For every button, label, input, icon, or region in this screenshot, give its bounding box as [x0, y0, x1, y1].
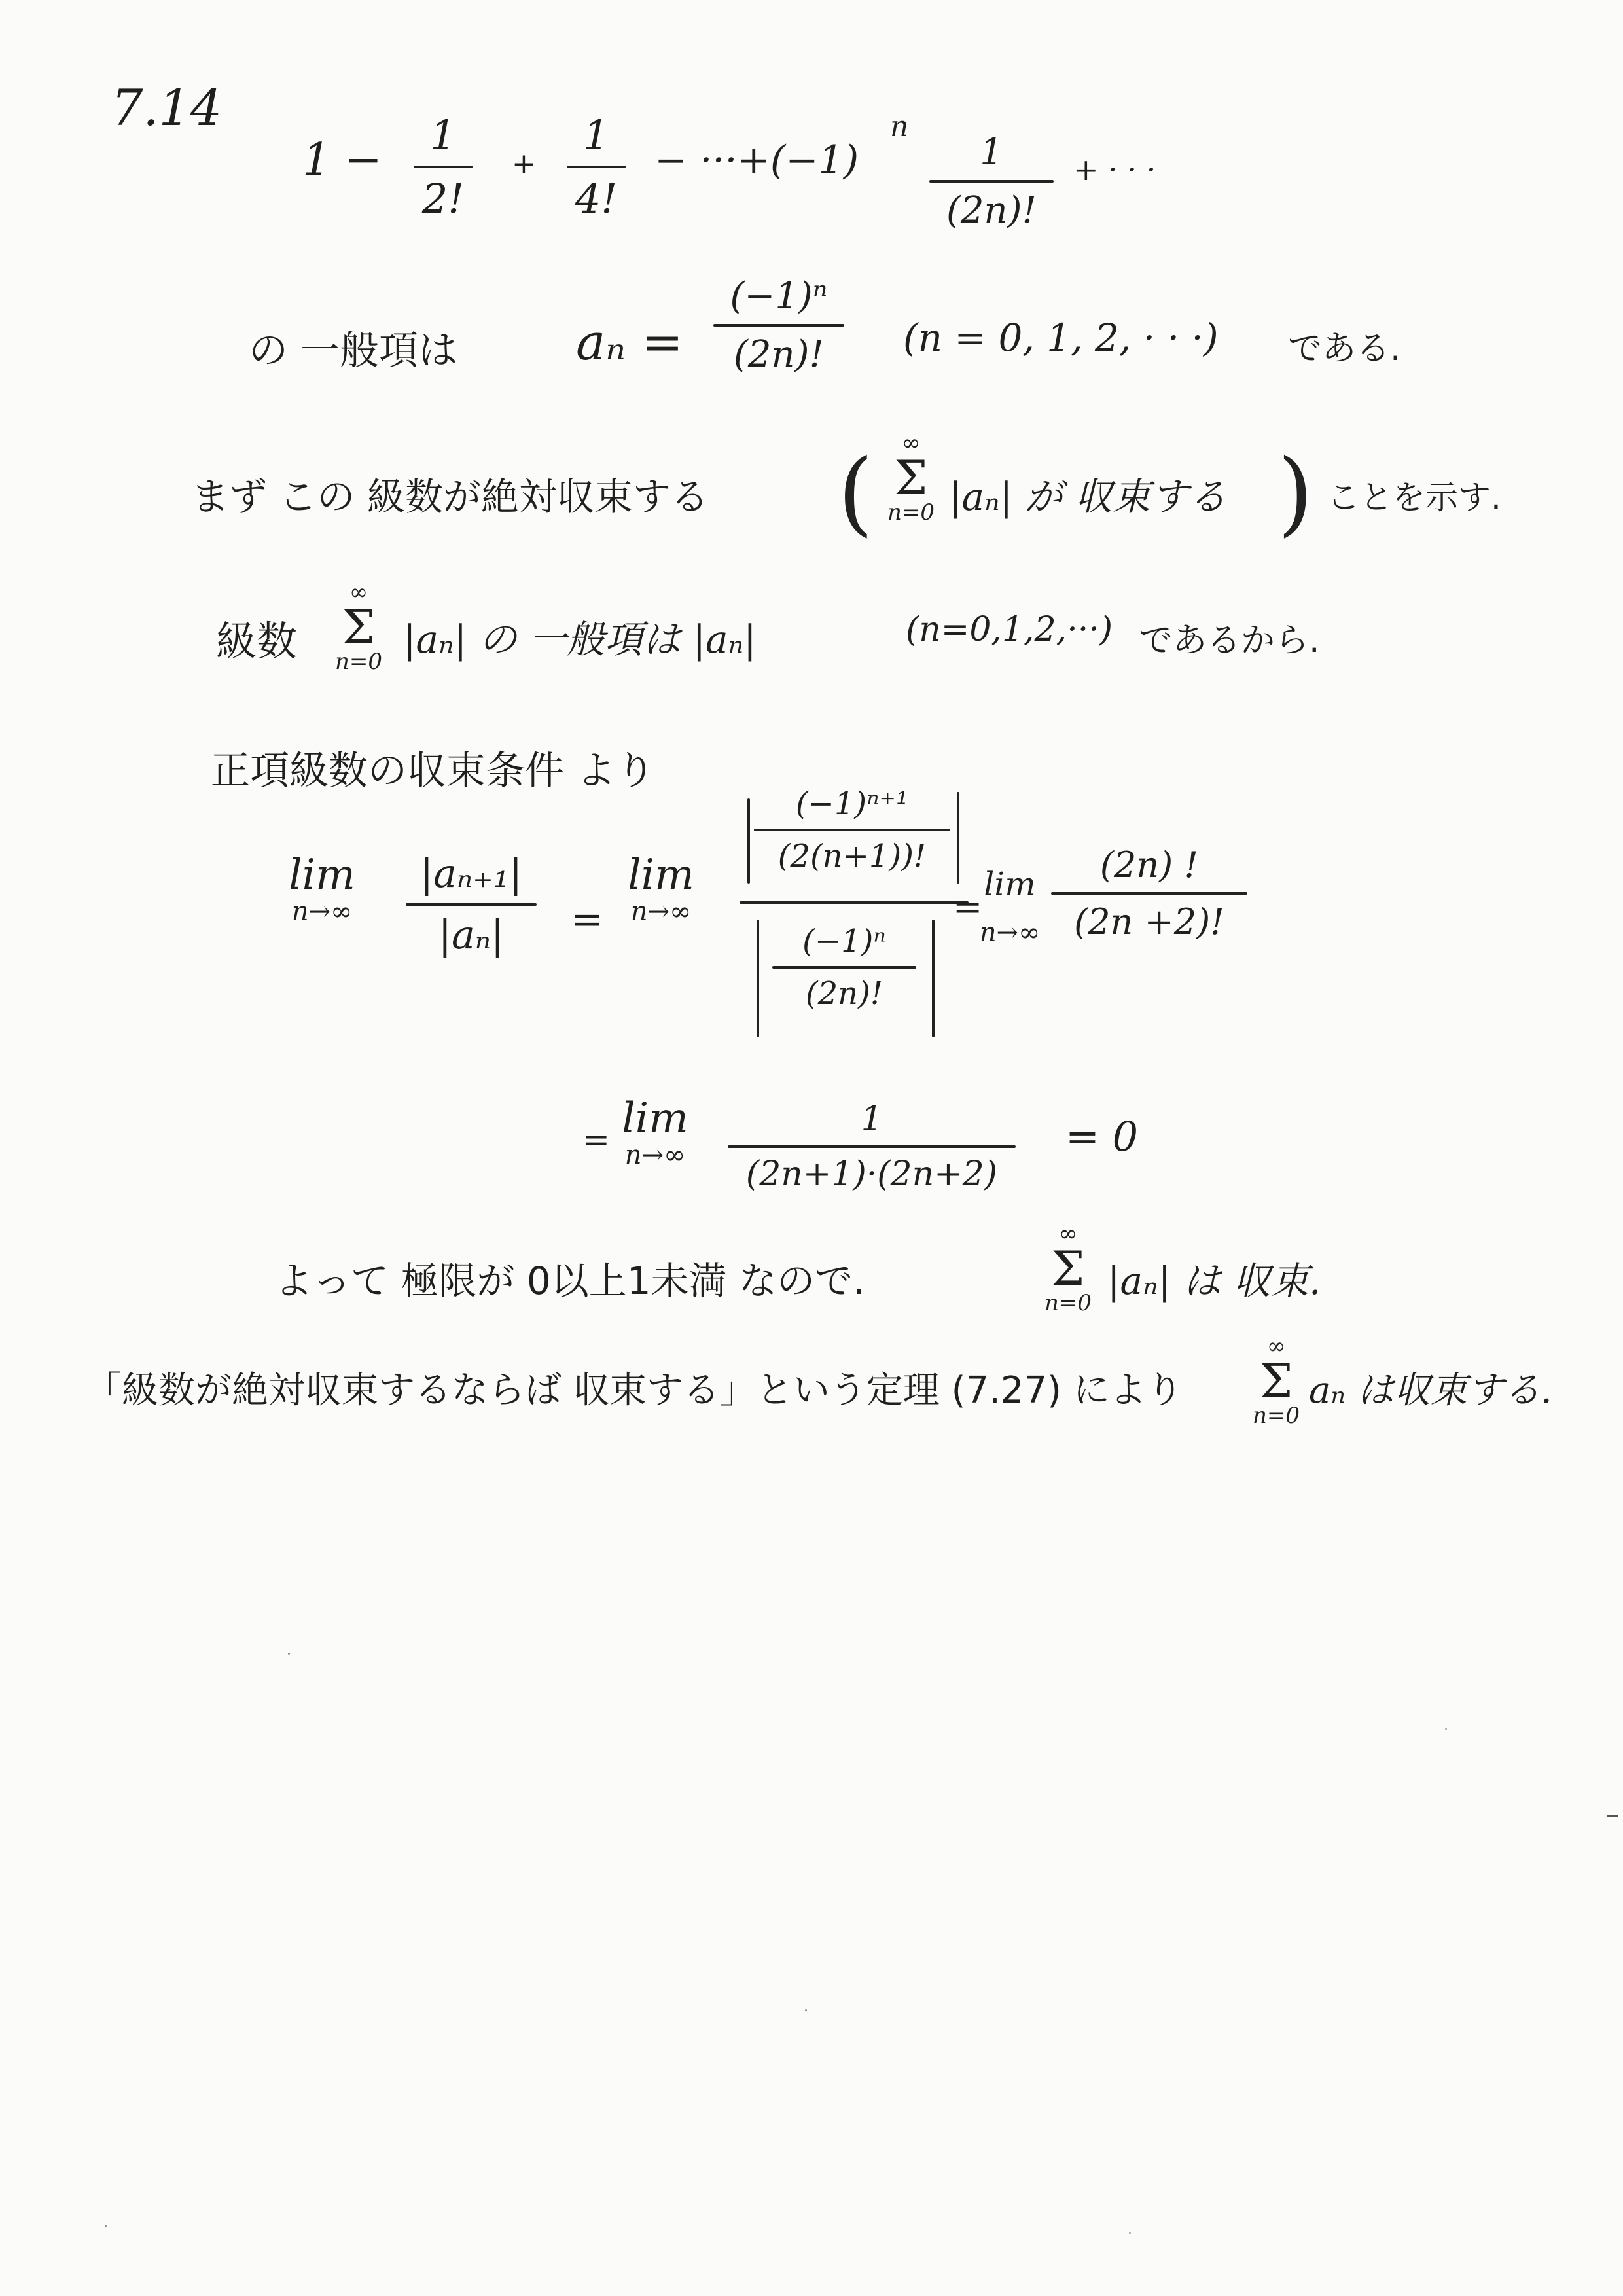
series-term-2	[414, 111, 473, 223]
ratio-rhs	[1051, 844, 1247, 942]
general-term-prefix: の 一般項は	[249, 328, 458, 374]
series-term-n	[929, 131, 1054, 232]
limit-2	[615, 851, 707, 927]
ratio-rhs-den: (2n +2)!	[1074, 901, 1224, 942]
series-term-n-num: 1	[980, 131, 1003, 173]
absolute-claim-term: |aₙ| が 収束する	[949, 475, 1227, 519]
sigma: Σ	[1259, 1354, 1293, 1408]
sigma: Σ	[894, 450, 928, 505]
ratio-rhs-num: (2n) !	[1099, 844, 1199, 886]
ratio-eq-2: =	[953, 886, 983, 927]
problem-number: 7.14	[111, 79, 223, 137]
abs-series-range: (n=0,1,2,···)	[906, 610, 1113, 649]
ratio-lhs-den: |aₙ|	[438, 912, 505, 958]
fraction-bar	[754, 829, 950, 831]
sum-symbol	[1042, 1223, 1094, 1314]
abs-bar	[757, 920, 759, 1037]
scan-speck	[805, 2009, 807, 2011]
ratio-eq-1: =	[571, 897, 604, 942]
lim-word: lim	[984, 865, 1036, 903]
abs-series-prefix: 級数	[216, 617, 298, 665]
ratio2-fraction	[728, 1100, 1016, 1194]
inner-top-den: (2(n+1))!	[777, 838, 927, 874]
limit-1	[276, 851, 368, 927]
scan-mark	[1607, 1815, 1618, 1817]
abs-bar	[957, 792, 959, 884]
conclusion2-term: aₙ は収束する.	[1309, 1369, 1552, 1412]
fraction-bar	[728, 1145, 1016, 1148]
inner-bottom-num: (−1)ⁿ	[802, 923, 886, 960]
fraction-bar	[406, 903, 537, 906]
sum-upper: ∞	[1058, 1221, 1078, 1247]
general-term-fraction	[713, 275, 844, 376]
conclusion1-term: |aₙ| は 収束.	[1107, 1259, 1321, 1303]
abs-bar	[932, 920, 935, 1037]
open-paren: (	[838, 440, 874, 547]
sum-upper: ∞	[901, 430, 921, 456]
limit-3	[974, 865, 1046, 948]
scan-speck	[1445, 1728, 1447, 1730]
general-term-range: (n = 0, 1, 2, · · ·)	[903, 315, 1219, 360]
close-paren: )	[1277, 440, 1313, 547]
fraction-bar	[713, 324, 844, 327]
conclusion2-text: 「級数が絶対収束するならば 収束する」という定理 (7.27) により	[85, 1369, 1183, 1412]
sum-lower: n=0	[887, 499, 935, 526]
abs-series-suffix: であるから.	[1139, 621, 1320, 660]
general-term-num: (−1)ⁿ	[730, 275, 828, 317]
lim-sub: n→∞	[291, 897, 353, 927]
limit-4	[613, 1094, 698, 1170]
condition-text: 正項級数の収束条件 より	[211, 748, 656, 794]
general-term-den: (2n)!	[734, 333, 824, 376]
fraction-bar	[414, 166, 473, 168]
absolute-claim-prefix: まず この 級数が絶対収束する	[191, 475, 709, 519]
series-term-3	[567, 111, 626, 223]
sum-lower: n=0	[334, 649, 383, 675]
inner-top-num: (−1)ⁿ⁺¹	[795, 785, 909, 822]
series-exponent: n	[890, 110, 909, 143]
sum-symbol	[1250, 1335, 1302, 1427]
series-term-n-den: (2n)!	[946, 189, 1037, 232]
inner-bottom-fraction	[772, 923, 916, 1012]
inner-top-fraction	[754, 785, 950, 874]
general-term-lhs: aₙ =	[576, 313, 683, 371]
scan-speck	[288, 1653, 290, 1655]
fraction-bar	[772, 966, 916, 969]
fraction-bar	[929, 180, 1054, 183]
sum-upper: ∞	[1266, 1333, 1286, 1359]
lim-sub: n→∞	[624, 1140, 686, 1170]
absolute-claim-suffix: ことを示す.	[1327, 478, 1501, 516]
sum-symbol	[885, 432, 937, 524]
scan-speck	[105, 2225, 107, 2227]
ratio-lhs	[406, 851, 537, 958]
series-tail: + · · ·	[1073, 152, 1156, 187]
series-term-2-num: 1	[430, 111, 456, 159]
sum-upper: ∞	[349, 579, 368, 605]
conclusion1-text: よって 極限が 0以上1未満 なので.	[275, 1259, 865, 1303]
lim-sub: n→∞	[979, 918, 1041, 948]
lim-sub: n→∞	[630, 897, 692, 927]
fraction-bar	[1051, 892, 1247, 895]
ratio2-num: 1	[861, 1100, 883, 1139]
ratio2-den: (2n+1)·(2n+2)	[745, 1155, 998, 1194]
general-term-suffix: である.	[1288, 329, 1401, 368]
series-term-3-den: 4!	[575, 175, 618, 223]
sum-lower: n=0	[1044, 1290, 1092, 1316]
series-middle: − ···+(−1)	[654, 137, 859, 183]
ratio2-result: = 0	[1065, 1113, 1139, 1160]
abs-bar	[747, 798, 750, 884]
main-fraction-bar	[740, 901, 969, 904]
series-first-term: 1 −	[302, 134, 382, 186]
inner-bottom-den: (2n)!	[805, 975, 883, 1012]
series-plus: +	[512, 147, 536, 181]
fraction-bar	[567, 166, 626, 168]
ratio2-eq: =	[582, 1121, 610, 1158]
sum-lower: n=0	[1252, 1403, 1300, 1429]
ratio-lhs-num: |aₙ₊₁|	[419, 851, 523, 897]
scan-speck	[1129, 2232, 1131, 2234]
lim-word: lim	[622, 1094, 688, 1143]
sigma: Σ	[1051, 1241, 1085, 1296]
lim-word: lim	[628, 851, 694, 899]
lim-word: lim	[289, 851, 355, 899]
sigma: Σ	[342, 600, 376, 655]
sum-symbol	[332, 581, 385, 673]
abs-series-term: |aₙ| の 一般項は |aₙ|	[403, 617, 757, 662]
series-term-2-den: 2!	[421, 175, 465, 223]
series-term-3-num: 1	[583, 111, 609, 159]
